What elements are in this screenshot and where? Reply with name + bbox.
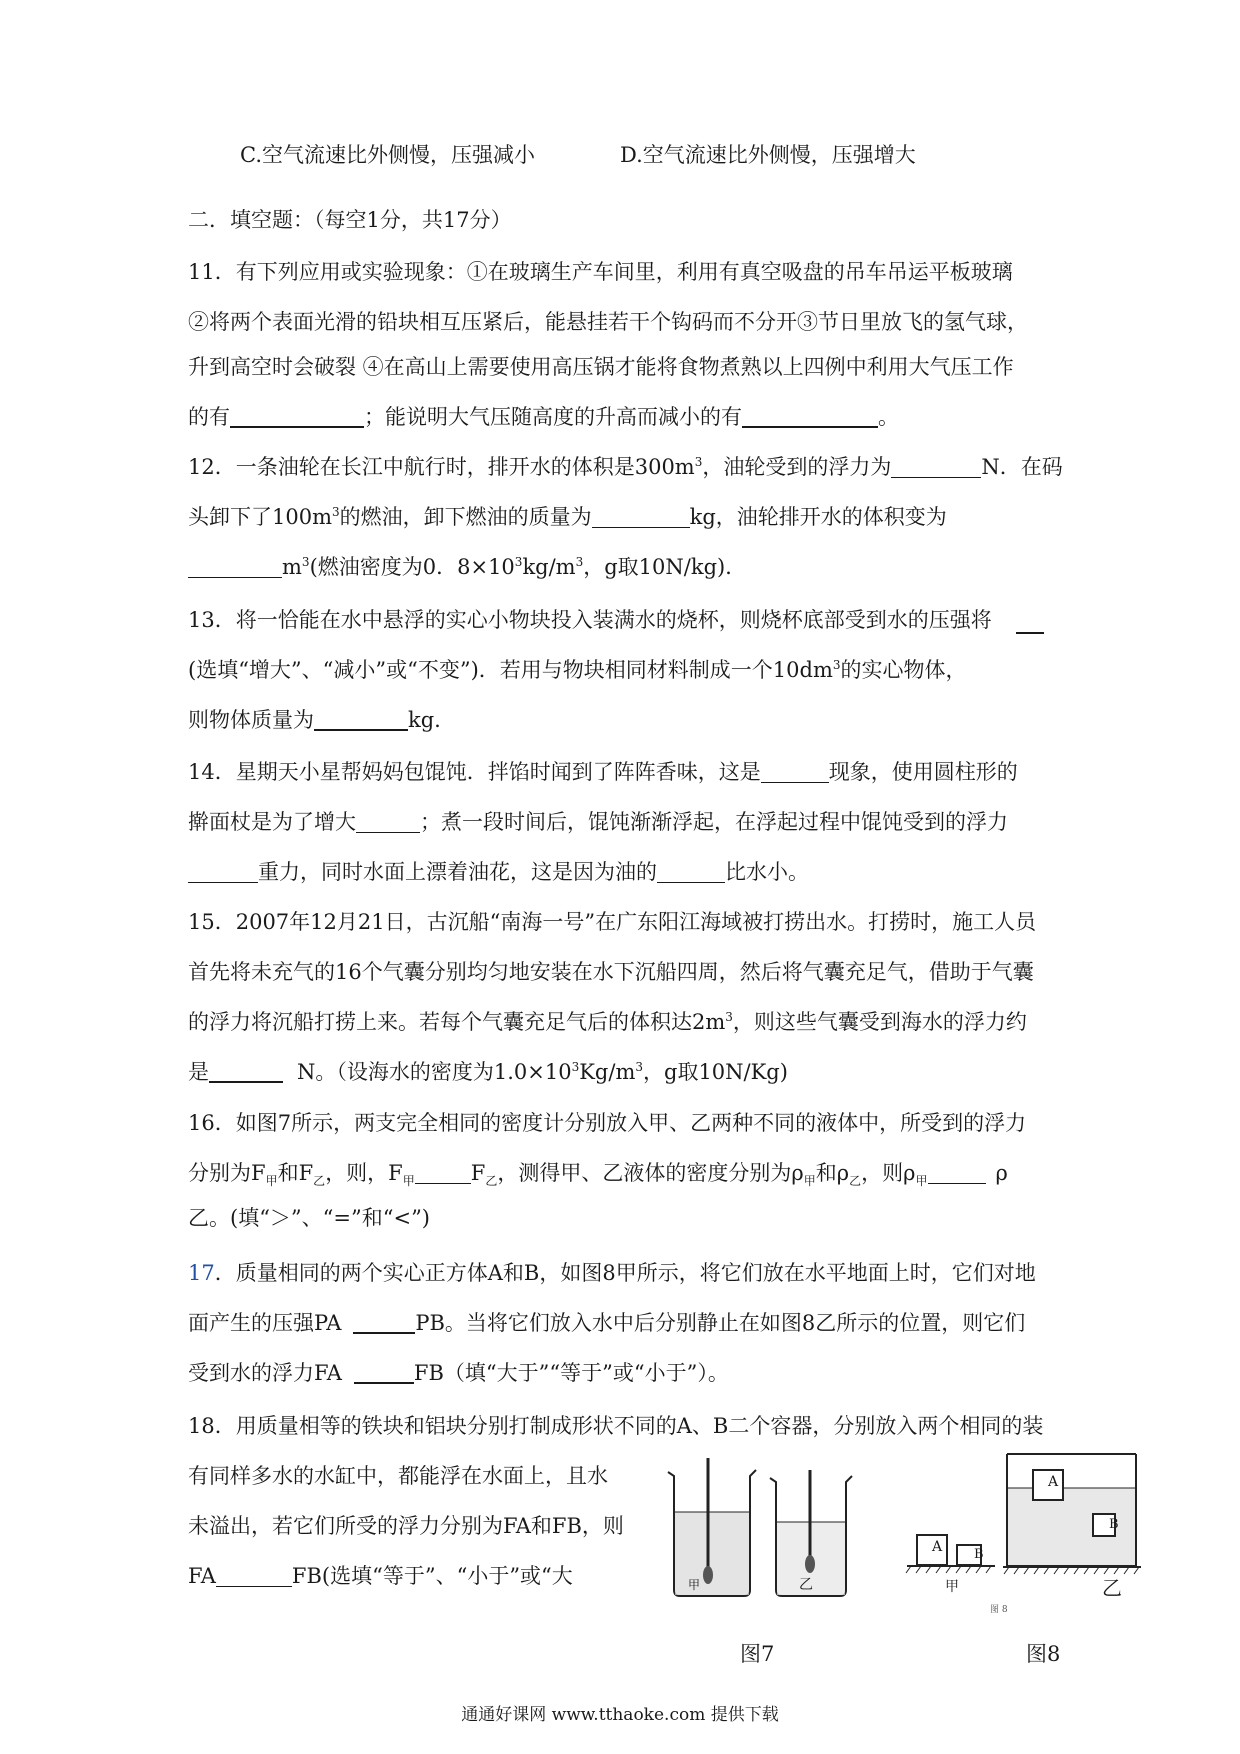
fig8-small-caption: 图 8 [990,1605,1008,1615]
q18-line-1: 18．用质量相等的铁块和铝块分别打制成形状不同的A、B二个容器，分别放入两个相同的装 [188,1414,1044,1438]
q13-text-d: 则物体质量为 [188,708,314,732]
q16-text-h: ρ [995,1161,1008,1185]
q11-line-4 [188,402,899,432]
q15-line-1: 15．2007年12月21日，古沉船“南海一号”在广东阳江海域被打捞出水。打捞时，施工人员 [188,910,1037,934]
q12-line-3: $m^3$(燃油密度为0．$8\times 10^3kg/m^3$，g取10N/kg)． [188,552,746,582]
q16-sub-jia-1: 甲 [265,1174,278,1189]
option-d: D.空气流速比外侧慢，压强增大 [620,143,916,167]
q12-line-2: 头卸下了$100m^3$的燃油，卸下燃油的质量为 kg，油轮排开水的体积变为 [188,505,947,529]
q12-text-i: kg/m [522,555,576,579]
q17-blank-2[interactable] [354,1360,414,1384]
q13-text-a: 13．将一恰能在水中悬浮的实心小物块投入装满水的烧杯，则烧杯底部受到水的压强将 [188,608,992,632]
q18-blank-1[interactable] [216,1564,292,1587]
q16-blank-2[interactable] [928,1161,986,1184]
q12-blank-3[interactable] [188,555,282,578]
q12-text-j: ，g取10N/kg)． [583,555,747,579]
q11-line-1: 11．有下列应用或实验现象：①在玻璃生产车间里，利用有真空吸盘的吊车吊运平板玻璃 [188,260,1013,284]
q14-blank-3[interactable] [188,860,258,883]
q17-text-b: 面产生的压强PA [188,1311,342,1335]
q16-text-e: ，测得甲、乙液体的密度分别为ρ [497,1161,804,1185]
q16-sub-yi-3: 乙 [849,1174,862,1189]
q12-text-e: 的燃油，卸下燃油的质量为 [339,505,592,529]
q11-text-a: 的有 [188,405,230,429]
q14-line-3 [188,857,809,887]
q12-blank-1[interactable] [891,455,981,478]
q12-text-d: 头卸下了100m [188,505,332,529]
q18-line-3: 未溢出，若它们所受的浮力分别为FA和FB，则 [188,1514,624,1538]
section-heading: 二．填空题：（每空1分，共17分） [188,208,512,232]
q16-text-g: ，则ρ [861,1161,916,1185]
q12-text-h: (燃油密度为0．8×10 [309,555,515,579]
page-footer: 通通好课网 www.tthaoke.com 提供下载 [461,1705,779,1725]
q18-line-4 [188,1561,573,1591]
q17-text-a: ．质量相同的两个实心正方体A和B，如图8甲所示，将它们放在水平地面上时，它们对地 [214,1261,1036,1285]
q12-text-c: N．在码 [981,455,1063,479]
q16-text-d: F [470,1161,486,1185]
q15-text-f: ，g取10N/Kg) [643,1060,788,1084]
q14-line-1 [188,757,1018,787]
q14-text-a: 14．星期天小星帮妈妈包馄饨．拌馅时闻到了阵阵香味，这是 [188,760,761,784]
fig8-label-a-ground: A [932,1539,943,1555]
q16-sub-jia-2: 甲 [402,1174,415,1189]
q15-line-2: 首先将未充气的16个气囊分别均匀地安装在水下沉船四周，然后将气囊充足气，借助于气囊 [188,960,1034,984]
q17-line-2 [188,1308,1025,1338]
fig8-label-a-tank: A [1048,1474,1059,1490]
q13-blank-2[interactable] [314,707,408,731]
fig8-label-jia: 甲 [945,1579,959,1595]
q17-text-d: 受到水的浮力FA [188,1361,342,1385]
q17-text-e: FB（填“大于”“等于”或“小于”）。 [413,1361,729,1385]
q17-line-1 [188,1258,1036,1288]
fig7-label-jia: 甲 [688,1578,701,1592]
q15-text-d: N。（设海水的密度为1.0×10 [297,1060,572,1084]
q15-text-e: Kg/m [579,1060,636,1084]
q11-blank-2[interactable] [742,404,878,428]
q18-line-2: 有同样多水的水缸中，都能浮在水面上，且水 [188,1464,608,1488]
fig8-label-b-ground: B [974,1547,984,1562]
q16-sub-jia-4: 甲 [915,1174,928,1189]
q13-line-1 [188,605,992,635]
q11-line-2: ②将两个表面光滑的铅块相互压紧后，能悬挂若干个钩码而不分开③节日里放飞的氢气球， [188,310,1028,334]
q14-text-c: 擀面杖是为了增大 [188,810,356,834]
q15-line-4: 是 N。（设海水的密度为$1.0\times 10^3Kg/m^3$，g取10N/Kg) [188,1060,788,1084]
q16-blank-1[interactable] [415,1161,471,1184]
q18-text-b: FB(选填“等于”、“小于”或“大 [291,1564,573,1588]
q16-line-2 [188,1158,1008,1188]
q13-text-c: 的实心物体， [840,658,967,682]
q16-text-b: 和F [277,1161,314,1185]
q15-line-3: 的浮力将沉船打捞上来。若每个气囊充足气后的体积达$2m^3$，则这些气囊受到海水的浮力约 [188,1010,1027,1034]
q18-text-a: FA [188,1564,216,1588]
q16-sub-yi-1: 乙 [313,1174,326,1189]
q11-blank-1[interactable] [230,404,364,428]
fig8-water-tank [1003,1454,1141,1574]
q15-text-c: 是 [188,1060,209,1084]
q12-text-a: 12．一条油轮在长江中航行时，排开水的体积是300m [188,455,695,479]
q13-text-b: (选填“增大”、“减小”或“不变”)．若用与物块相同材料制成一个10dm [188,658,833,682]
q12-line-1: 12．一条油轮在长江中航行时，排开水的体积是$300m^3$，油轮受到的浮力为 N．在码 [188,455,1063,479]
q15-text-b: ，则这些气囊受到海水的浮力约 [732,1010,1027,1034]
q16-text-f: 和ρ [815,1161,850,1185]
q17-line-3 [188,1358,729,1388]
q17-text-c: PB。当将它们放入水中后分别静止在如图8乙所示的位置，则它们 [415,1311,1026,1335]
q16-text-c: ，则，F [325,1161,403,1185]
q14-text-e: 重力，同时水面上漂着油花，这是因为油的 [258,860,657,884]
q16-sub-jia-3: 甲 [803,1174,816,1189]
q14-text-d: ；煮一段时间后，馄饨渐渐浮起，在浮起过程中馄饨受到的浮力 [420,810,1008,834]
fig7-caption: 图7 [740,1642,775,1666]
q16-line-1: 16．如图7所示，两支完全相同的密度计分别放入甲、乙两种不同的液体中，所受到的浮力 [188,1111,1027,1135]
q13-line-2: (选填“增大”、“减小”或“不变”)．若用与物块相同材料制成一个$10dm^3$的实心物体， [188,658,967,682]
q12-text-b: ，油轮受到的浮力为 [702,455,892,479]
q14-text-b: 现象，使用圆柱形的 [828,760,1018,784]
q16-line-3: 乙。(填“＞”、“=”和“<”) [188,1206,430,1230]
q13-text-e: kg. [408,708,441,732]
q15-text-a: 的浮力将沉船打捞上来。若每个气囊充足气后的体积达2m [188,1010,726,1034]
figure-7-beakers [660,1450,860,1625]
option-c: C.空气流速比外侧慢，压强减小 [240,143,535,167]
q14-text-f: 比水小。 [725,860,809,884]
q14-blank-2[interactable] [356,810,420,833]
q16-sub-yi-2: 乙 [485,1174,498,1189]
q17-number: 17 [188,1261,215,1285]
q13-blank-1[interactable] [1016,610,1044,634]
q12-text-g: m [282,555,302,579]
q12-text-f: kg，油轮排开水的体积变为 [689,505,947,529]
q11-line-3: 升到高空时会破裂 ④在高山上需要使用高压锅才能将食物煮熟以上四例中利用大气压工作 [188,355,1014,379]
fig7-label-yi: 乙 [799,1577,813,1593]
q11-text-c: 。 [878,405,899,429]
q14-blank-1[interactable] [761,760,829,783]
q11-text-b: ；能说明大气压随高度的升高而减小的有 [364,405,742,429]
q16-text-a: 分别为F [188,1161,266,1185]
q14-blank-4[interactable] [657,860,725,883]
fig8-caption: 图8 [1026,1642,1061,1666]
q17-blank-1[interactable] [353,1310,415,1334]
q15-blank-1[interactable] [209,1059,283,1083]
q12-blank-2[interactable] [592,505,690,528]
fig8-label-b-tank: B [1109,1517,1119,1532]
fig8-label-yi: 乙 [1102,1576,1122,1600]
beaker-jia [668,1458,756,1596]
q13-line-3 [188,705,441,735]
q14-line-2 [188,807,1008,837]
